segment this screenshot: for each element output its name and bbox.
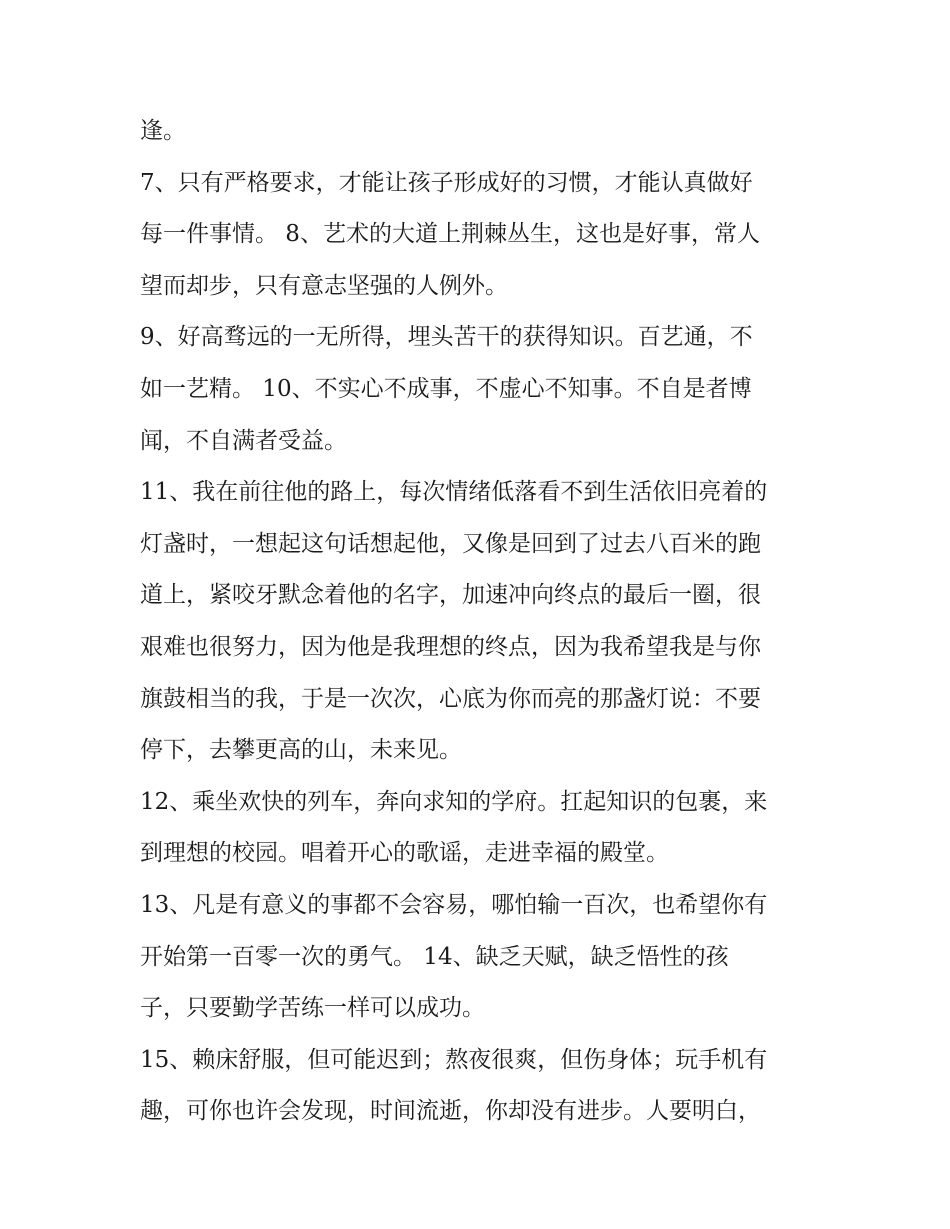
text-line: 9、好高骛远的一无所得，埋头苦干的获得知识。百艺通，不: [140, 324, 753, 351]
text-line: 11、我在前往他的路上，每次情绪低落看不到生活依旧亮着的: [140, 479, 768, 506]
body-text: [140, 106, 830, 1138]
text-line: 到理想的校园。唱着开心的歌谣，走进幸福的殿堂。: [140, 840, 669, 867]
text-line: 望而却步，只有意志坚强的人例外。: [140, 272, 508, 299]
text-line: 12、乘坐欢快的列车，奔向求知的学府。扛起知识的包裹，来: [140, 788, 768, 815]
text-line: 逢。: [140, 118, 186, 144]
text-line: 开始第一百零一次的勇气。 14、缺乏天赋，缺乏悟性的孩: [140, 943, 729, 970]
text-line: 子，只要勤学苦练一样可以成功。: [140, 995, 485, 1022]
text-line: 道上，紧咬牙默念着他的名字，加速冲向终点的最后一圈，很: [140, 582, 761, 609]
text-line: 13、凡是有意义的事都不会容易，哪怕输一百次，也希望你有: [140, 891, 768, 918]
text-line: 7、只有严格要求，才能让孩子形成好的习惯，才能认真做好: [140, 169, 753, 196]
text-line: 如一艺精。 10、不实心不成事，不虚心不知事。不自是者博: [140, 375, 752, 402]
text-line: 每一件事情。 8、艺术的大道上荆棘丛生，这也是好事，常人: [140, 221, 760, 248]
text-line: 闻，不自满者受益。: [140, 427, 347, 454]
text-line: 停下，去攀更高的山，未来见。: [140, 737, 462, 764]
text-line: 15、赖床舒服，但可能迟到；熬夜很爽，但伤身体；玩手机有: [140, 1046, 768, 1073]
text-line: 灯盏时，一想起这句话想起他，又像是回到了过去八百米的跑: [140, 530, 761, 557]
text-line: 旗鼓相当的我，于是一次次，心底为你而亮的那盏灯说：不要: [140, 685, 761, 712]
text-line: 趣，可你也许会发现，时间流逝，你却没有进步。人要明白，: [140, 1098, 761, 1125]
text-line: 艰难也很努力，因为他是我理想的终点，因为我希望我是与你: [140, 633, 761, 660]
